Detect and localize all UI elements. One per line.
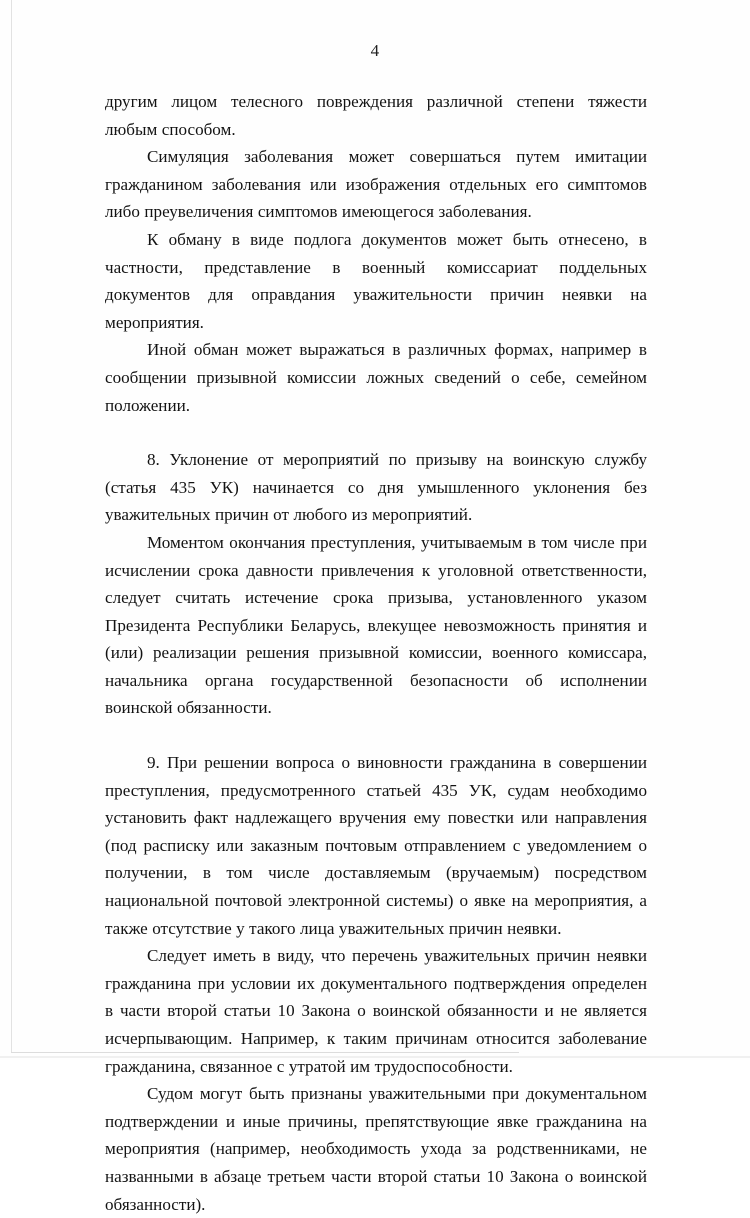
paragraph-sudom-mogut: Судом могут быть признаны уважительными при документальном подтверждении и иные причины, препятствующие явке гражданина на мероприятия (например, необходимость ухода за родственниками, не названными в абзаце третьем части второй статьи 10 Закона о воинской обязанности). xyxy=(105,1084,647,1214)
document-body xyxy=(105,88,647,1218)
paragraph-moment-okonchaniya: Моментом окончания преступления, учитываемым в том числе при исчислении срока давности привлечения к уголовной ответственности, следует считать истечение срока призыва, установленного указом Президента Республики Беларусь, влекущее невозможность принятия и (или) реализации решения призывной комиссии, военного комиссара, начальника органа государственной безопасности об исполнении воинской обязанности. xyxy=(105,532,647,718)
paragraph-k-obmanu: К обману в виде подлога документов может быть отнесено, в частности, представление в военный комиссариат поддельных документов для оправдания уважительности причин неявки на мероприятия. xyxy=(105,229,647,332)
paragraph-spacer xyxy=(105,722,647,749)
paragraph-item-8: 8. Уклонение от мероприятий по призыву на воинскую службу (статья 435 УК) начинается со дня умышленного уклонения без уважительных причин от любого из мероприятий. xyxy=(105,450,647,525)
paragraph-item-9: 9. При решении вопроса о виновности гражданина в совершении преступления, предусмотренного статьей 435 УК, судам необходимо установить факт надлежащего вручения ему повестки или направления (под расписку или заказным почтовым отправлением с уведомлением о получении, в том числе доставляемым (вручаемым) посредством национальной почтовой электронной системы) о явке на мероприятия, а также отсутствие у такого лица уважительных причин неявки. xyxy=(105,753,647,938)
paragraph-sleduet-imet-v-vidu: Следует иметь в виду, что перечень уважительных причин неявки гражданина при условии их документального подтверждения определен в части второй статьи 10 Закона о воинской обязанности и не является исчерпывающим. Например, к таким причинам относится заболевание гражданина, связанное с утратой им трудоспособности. xyxy=(105,946,647,1076)
paragraph-inoy-obman: Иной обман может выражаться в различных формах, например в сообщении призывной комиссии ложных сведений о себе, семейном положении. xyxy=(105,340,647,415)
paragraph-simulyaciya: Симуляция заболевания может совершаться путем имитации гражданином заболевания или изображения отдельных его симптомов либо преувеличения симптомов имеющегося заболевания. xyxy=(105,147,647,222)
scan-edge-left xyxy=(11,0,12,1052)
page-number: 4 xyxy=(370,41,380,60)
paragraph-continued-telesnoe: другим лицом телесного повреждения различной степени тяжести любым способом. xyxy=(105,92,647,139)
paragraph-spacer xyxy=(105,419,647,446)
